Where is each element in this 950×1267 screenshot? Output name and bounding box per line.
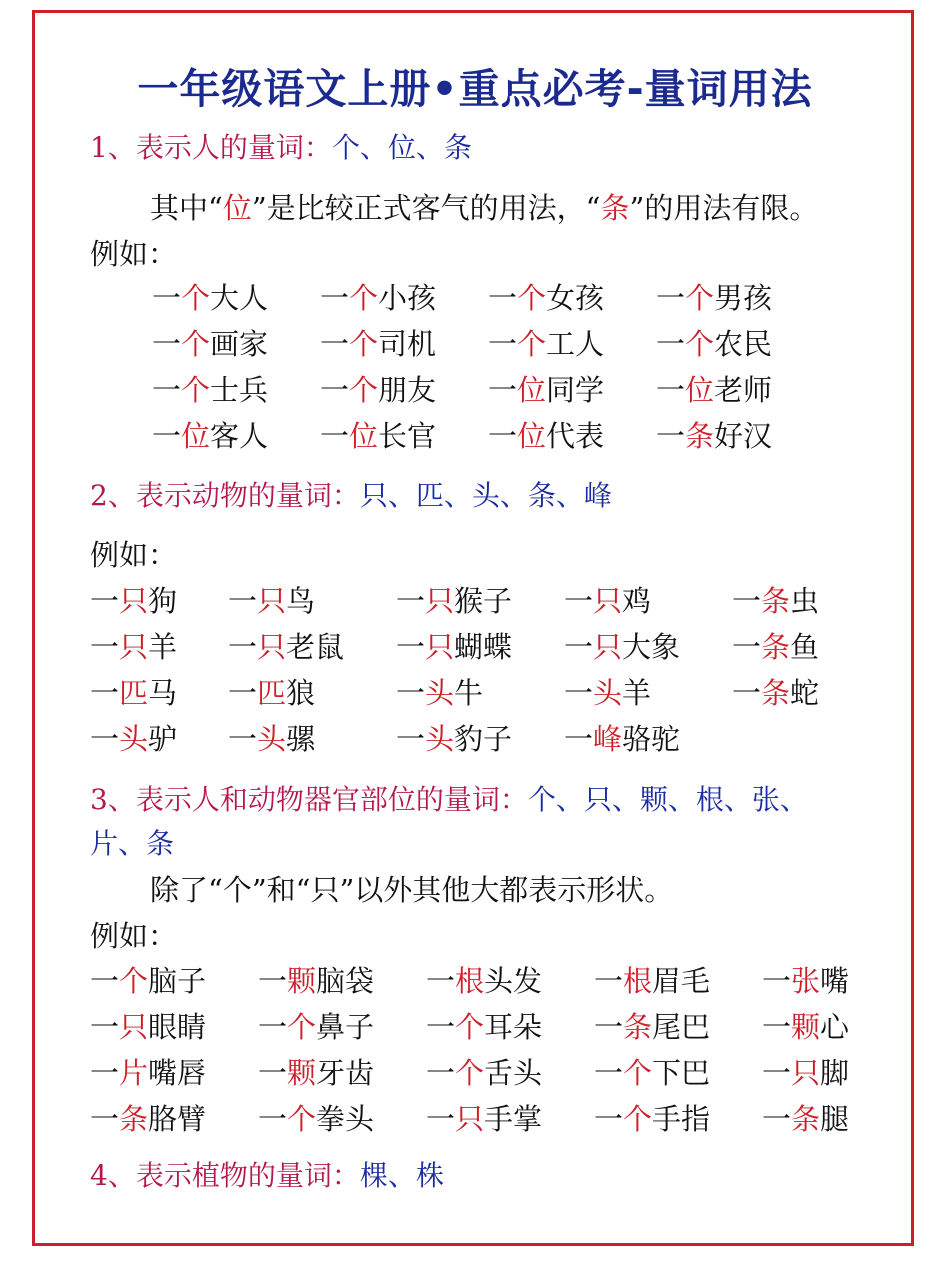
numeral: 一: [656, 281, 686, 315]
measure-word: 个: [287, 1102, 317, 1136]
example-row: [0, 325, 950, 363]
example-phrase: [152, 371, 268, 409]
example-row: [0, 1100, 950, 1138]
measure-word: 头: [257, 722, 287, 756]
noun: 小孩: [378, 281, 437, 315]
numeral: 一: [90, 584, 120, 618]
noun: 鼻子: [316, 1010, 375, 1044]
numeral: 一: [258, 1010, 288, 1044]
example-row: [0, 962, 950, 1000]
noun: 朋友: [378, 373, 437, 407]
example-phrase: [564, 628, 680, 666]
measure-word: 个: [685, 327, 715, 361]
example-phrase: [656, 371, 772, 409]
measure-word: 条: [761, 630, 791, 664]
example-phrase: [564, 674, 651, 712]
example-row: [0, 417, 950, 455]
measure-word: 颗: [791, 1010, 821, 1044]
noun: 狗: [148, 584, 178, 618]
measure-word: 颗: [287, 964, 317, 998]
example-phrase: [320, 279, 436, 317]
noun: 工人: [546, 327, 605, 361]
measure-word: 位: [517, 419, 547, 453]
measure-word: 只: [593, 584, 623, 618]
example-phrase: [488, 279, 604, 317]
noun: 女孩: [546, 281, 605, 315]
numeral: 一: [762, 1102, 792, 1136]
numeral: 一: [426, 1056, 456, 1090]
noun: 心: [820, 1010, 850, 1044]
measure-word: 个: [517, 327, 547, 361]
measure-word: 个: [455, 1056, 485, 1090]
numeral: 一: [656, 373, 686, 407]
noun: 手掌: [484, 1102, 543, 1136]
numeral: 一: [564, 584, 594, 618]
noun: 腿: [820, 1102, 850, 1136]
example-phrase: [426, 962, 542, 1000]
example-phrase: [396, 628, 512, 666]
measure-word: 匹: [119, 676, 149, 710]
measure-word: 条: [119, 1102, 149, 1136]
noun: 长官: [378, 419, 437, 453]
numeral: 一: [228, 722, 258, 756]
section-1-heading: [90, 130, 472, 166]
example-phrase: [90, 720, 177, 758]
example-phrase: [594, 1008, 710, 1046]
numeral: 一: [594, 1056, 624, 1090]
noun: 客人: [210, 419, 269, 453]
noun: 耳朵: [484, 1010, 543, 1044]
example-phrase: [732, 674, 819, 712]
numeral: 一: [152, 373, 182, 407]
section-4-heading-label: 4、表示植物的量词：: [90, 1159, 360, 1192]
numeral: 一: [594, 964, 624, 998]
measure-word: 只: [119, 1010, 149, 1044]
example-phrase: [320, 371, 436, 409]
numeral: 一: [152, 419, 182, 453]
numeral: 一: [90, 676, 120, 710]
example-phrase: [90, 1054, 206, 1092]
noun: 牙齿: [316, 1056, 375, 1090]
example-row: [0, 674, 950, 712]
example-phrase: [426, 1008, 542, 1046]
measure-word: 张: [791, 964, 821, 998]
noun: 马: [148, 676, 178, 710]
measure-word: 只: [791, 1056, 821, 1090]
example-phrase: [762, 1100, 849, 1138]
example-phrase: [732, 628, 819, 666]
example-phrase: [762, 1008, 849, 1046]
example-row: [0, 582, 950, 620]
example-phrase: [258, 1008, 374, 1046]
noun: 骡: [286, 722, 316, 756]
numeral: 一: [258, 1056, 288, 1090]
example-row: [0, 1054, 950, 1092]
noun: 士兵: [210, 373, 269, 407]
noun: 嘴唇: [148, 1056, 207, 1090]
numeral: 一: [320, 281, 350, 315]
example-phrase: [90, 1008, 206, 1046]
numeral: 一: [426, 964, 456, 998]
numeral: 一: [228, 630, 258, 664]
measure-word: 个: [517, 281, 547, 315]
numeral: 一: [228, 676, 258, 710]
noun: 眼睛: [148, 1010, 207, 1044]
note-highlight: 位: [222, 191, 252, 225]
noun: 同学: [546, 373, 605, 407]
example-phrase: [258, 962, 374, 1000]
example-phrase: [732, 582, 819, 620]
page-title: 一年级语文上册•重点必考-量词用法: [137, 65, 813, 113]
measure-word: 个: [287, 1010, 317, 1044]
measure-word: 个: [349, 281, 379, 315]
example-phrase: [90, 674, 177, 712]
numeral: 一: [396, 676, 426, 710]
example-phrase: [396, 720, 512, 758]
numeral: 一: [152, 281, 182, 315]
section-1-note: [150, 190, 818, 226]
noun: 眉毛: [652, 964, 711, 998]
measure-word: 条: [791, 1102, 821, 1136]
noun: 牛: [454, 676, 484, 710]
numeral: 一: [426, 1010, 456, 1044]
measure-word: 个: [349, 327, 379, 361]
noun: 虫: [790, 584, 820, 618]
noun: 嘴: [820, 964, 850, 998]
noun: 骆驼: [622, 722, 681, 756]
example-phrase: [594, 1054, 710, 1092]
section-4-heading: [90, 1158, 444, 1194]
numeral: 一: [488, 419, 518, 453]
measure-word: 只: [593, 630, 623, 664]
numeral: 一: [488, 281, 518, 315]
numeral: 一: [396, 722, 426, 756]
example-row: [0, 371, 950, 409]
measure-word: 根: [455, 964, 485, 998]
example-phrase: [228, 582, 315, 620]
note-text: ”的用法有限。: [629, 191, 819, 225]
example-phrase: [228, 628, 344, 666]
example-phrase: [320, 417, 436, 455]
measure-word: 只: [455, 1102, 485, 1136]
noun: 羊: [148, 630, 178, 664]
noun: 尾巴: [652, 1010, 711, 1044]
section-3-note: 除了“个”和“只”以外其他大都表示形状。: [150, 873, 674, 907]
measure-word: 位: [685, 373, 715, 407]
numeral: 一: [564, 722, 594, 756]
noun: 脑子: [148, 964, 207, 998]
numeral: 一: [732, 676, 762, 710]
numeral: 一: [320, 327, 350, 361]
numeral: 一: [320, 419, 350, 453]
measure-word: 根: [623, 964, 653, 998]
measure-word: 个: [119, 964, 149, 998]
measure-word: 只: [257, 584, 287, 618]
note-highlight: 条: [600, 191, 630, 225]
noun: 豹子: [454, 722, 513, 756]
noun: 农民: [714, 327, 773, 361]
noun: 羊: [622, 676, 652, 710]
noun: 司机: [378, 327, 437, 361]
measure-word: 个: [181, 373, 211, 407]
section-3-example-label: 例如：: [90, 919, 178, 953]
measure-word: 峰: [593, 722, 623, 756]
noun: 好汉: [714, 419, 773, 453]
section-4-heading-words: 棵、株: [359, 1159, 444, 1192]
measure-word: 位: [349, 419, 379, 453]
measure-word: 个: [349, 373, 379, 407]
measure-word: 条: [761, 584, 791, 618]
numeral: 一: [564, 676, 594, 710]
measure-word: 颗: [287, 1056, 317, 1090]
example-phrase: [488, 325, 604, 363]
example-phrase: [228, 720, 315, 758]
noun: 脚: [820, 1056, 850, 1090]
numeral: 一: [228, 584, 258, 618]
noun: 手指: [652, 1102, 711, 1136]
example-phrase: [594, 1100, 710, 1138]
numeral: 一: [656, 419, 686, 453]
example-phrase: [258, 1100, 374, 1138]
measure-word: 匹: [257, 676, 287, 710]
example-phrase: [656, 325, 772, 363]
numeral: 一: [90, 964, 120, 998]
noun: 鸟: [286, 584, 316, 618]
numeral: 一: [426, 1102, 456, 1136]
numeral: 一: [320, 373, 350, 407]
noun: 脑袋: [316, 964, 375, 998]
example-phrase: [426, 1100, 542, 1138]
noun: 驴: [148, 722, 178, 756]
measure-word: 只: [425, 584, 455, 618]
measure-word: 个: [623, 1056, 653, 1090]
noun: 大人: [210, 281, 269, 315]
numeral: 一: [762, 964, 792, 998]
noun: 蝴蝶: [454, 630, 513, 664]
numeral: 一: [90, 1102, 120, 1136]
noun: 头发: [484, 964, 543, 998]
numeral: 一: [656, 327, 686, 361]
measure-word: 头: [425, 676, 455, 710]
section-1-heading-label: 1、表示人的量词：: [90, 131, 332, 164]
numeral: 一: [258, 1102, 288, 1136]
numeral: 一: [152, 327, 182, 361]
numeral: 一: [594, 1010, 624, 1044]
numeral: 一: [732, 630, 762, 664]
noun: 胳臂: [148, 1102, 207, 1136]
note-text: ”是比较正式客气的用法，“: [251, 191, 601, 225]
example-phrase: [228, 674, 315, 712]
measure-word: 个: [455, 1010, 485, 1044]
measure-word: 只: [119, 630, 149, 664]
numeral: 一: [90, 722, 120, 756]
measure-word: 只: [119, 584, 149, 618]
section-3-heading-label: 3、表示人和动物器官部位的量词：: [90, 783, 528, 816]
section-2-heading-label: 2、表示动物的量词：: [90, 479, 360, 512]
noun: 下巴: [652, 1056, 711, 1090]
section-2-example-label: 例如：: [90, 538, 178, 572]
noun: 代表: [546, 419, 605, 453]
measure-word: 条: [623, 1010, 653, 1044]
measure-word: 位: [517, 373, 547, 407]
measure-word: 条: [685, 419, 715, 453]
example-phrase: [152, 417, 268, 455]
example-phrase: [594, 962, 710, 1000]
noun: 猴子: [454, 584, 513, 618]
noun: 舌头: [484, 1056, 543, 1090]
measure-word: 个: [181, 281, 211, 315]
example-phrase: [90, 962, 206, 1000]
noun: 狼: [286, 676, 316, 710]
example-phrase: [396, 674, 483, 712]
example-phrase: [90, 1100, 206, 1138]
numeral: 一: [594, 1102, 624, 1136]
measure-word: 位: [181, 419, 211, 453]
measure-word: 头: [593, 676, 623, 710]
example-phrase: [90, 582, 177, 620]
section-1-heading-words: 个、位、条: [331, 131, 472, 164]
example-phrase: [656, 417, 772, 455]
measure-word: 个: [181, 327, 211, 361]
example-row: [0, 1008, 950, 1046]
example-phrase: [564, 720, 680, 758]
noun: 男孩: [714, 281, 773, 315]
example-phrase: [762, 1054, 849, 1092]
example-row: [0, 279, 950, 317]
measure-word: 片: [119, 1056, 149, 1090]
example-phrase: [258, 1054, 374, 1092]
numeral: 一: [564, 630, 594, 664]
noun: 大象: [622, 630, 681, 664]
section-2-heading-words: 只、匹、头、条、峰: [359, 479, 612, 512]
noun: 拳头: [316, 1102, 375, 1136]
section-3-heading-words-cont: 片、条: [90, 827, 175, 860]
example-phrase: [320, 325, 436, 363]
section-3-heading-cont: [90, 826, 174, 862]
noun: 鱼: [790, 630, 820, 664]
numeral: 一: [488, 327, 518, 361]
measure-word: 只: [425, 630, 455, 664]
numeral: 一: [396, 584, 426, 618]
noun: 蛇: [790, 676, 820, 710]
measure-word: 头: [119, 722, 149, 756]
section-1-example-label: 例如：: [90, 237, 178, 271]
section-2-heading: [90, 478, 612, 514]
numeral: 一: [762, 1056, 792, 1090]
example-phrase: [488, 371, 604, 409]
example-row: [0, 720, 950, 758]
numeral: 一: [762, 1010, 792, 1044]
noun: 鸡: [622, 584, 652, 618]
example-phrase: [656, 279, 772, 317]
section-3-heading: [90, 782, 808, 818]
example-phrase: [90, 628, 177, 666]
numeral: 一: [90, 1010, 120, 1044]
numeral: 一: [396, 630, 426, 664]
example-phrase: [488, 417, 604, 455]
numeral: 一: [90, 630, 120, 664]
example-phrase: [762, 962, 849, 1000]
noun: 老师: [714, 373, 773, 407]
example-phrase: [152, 279, 268, 317]
noun: 老鼠: [286, 630, 345, 664]
example-phrase: [396, 582, 512, 620]
measure-word: 头: [425, 722, 455, 756]
example-row: [0, 628, 950, 666]
numeral: 一: [488, 373, 518, 407]
numeral: 一: [258, 964, 288, 998]
section-3-heading-words: 个、只、颗、根、张、: [527, 783, 808, 816]
example-phrase: [564, 582, 651, 620]
note-text: 其中“: [150, 191, 223, 225]
numeral: 一: [732, 584, 762, 618]
example-phrase: [426, 1054, 542, 1092]
measure-word: 个: [623, 1102, 653, 1136]
measure-word: 只: [257, 630, 287, 664]
measure-word: 条: [761, 676, 791, 710]
noun: 画家: [210, 327, 269, 361]
numeral: 一: [90, 1056, 120, 1090]
measure-word: 个: [685, 281, 715, 315]
example-phrase: [152, 325, 268, 363]
